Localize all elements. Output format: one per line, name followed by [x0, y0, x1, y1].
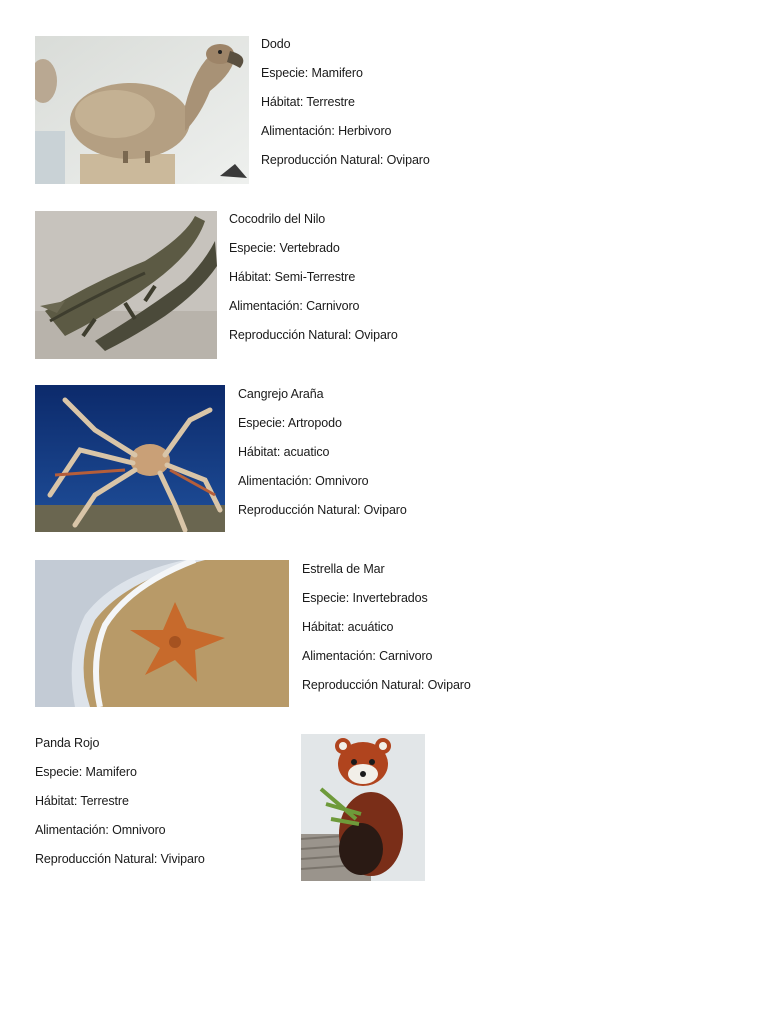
animal-habitat: Hábitat: Semi-Terrestre — [229, 270, 356, 284]
animal-name: Cangrejo Araña — [238, 387, 324, 401]
animal-name: Panda Rojo — [35, 736, 100, 750]
animal-habitat: Hábitat: acuatico — [238, 445, 330, 459]
animal-reproduccion: Reproducción Natural: Oviparo — [229, 328, 398, 342]
animal-name: Cocodrilo del Nilo — [229, 212, 326, 226]
animal-info-dodo — [261, 37, 430, 182]
animal-alimentacion: Alimentación: Carnivoro — [229, 299, 360, 313]
animal-info-cocodrilo — [229, 212, 398, 357]
animal-reproduccion: Reproducción Natural: Oviparo — [261, 153, 430, 167]
dodo-photo — [35, 36, 249, 184]
spider-crab-photo — [35, 385, 225, 532]
animal-especie: Especie: Mamifero — [35, 765, 137, 779]
animal-info-estrella — [302, 562, 471, 707]
animal-alimentacion: Alimentación: Carnivoro — [302, 649, 433, 663]
animal-habitat: Hábitat: Terrestre — [35, 794, 129, 808]
animal-name: Estrella de Mar — [302, 562, 385, 576]
red-panda-photo — [301, 734, 425, 881]
animal-name: Dodo — [261, 37, 291, 51]
animal-especie: Especie: Mamifero — [261, 66, 363, 80]
animal-especie: Especie: Artropodo — [238, 416, 342, 430]
animal-info-cangrejo — [238, 387, 407, 532]
animal-reproduccion: Reproducción Natural: Oviparo — [238, 503, 407, 517]
animal-info-panda — [35, 736, 205, 881]
animal-alimentacion: Alimentación: Herbivoro — [261, 124, 392, 138]
animal-alimentacion: Alimentación: Omnivoro — [238, 474, 369, 488]
animal-reproduccion: Reproducción Natural: Viviparo — [35, 852, 205, 866]
animal-especie: Especie: Vertebrado — [229, 241, 340, 255]
animal-habitat: Hábitat: Terrestre — [261, 95, 355, 109]
animal-habitat: Hábitat: acuático — [302, 620, 394, 634]
starfish-photo — [35, 560, 289, 707]
animal-alimentacion: Alimentación: Omnivoro — [35, 823, 166, 837]
nile-crocodile-photo — [35, 211, 217, 359]
animal-reproduccion: Reproducción Natural: Oviparo — [302, 678, 471, 692]
animal-especie: Especie: Invertebrados — [302, 591, 428, 605]
